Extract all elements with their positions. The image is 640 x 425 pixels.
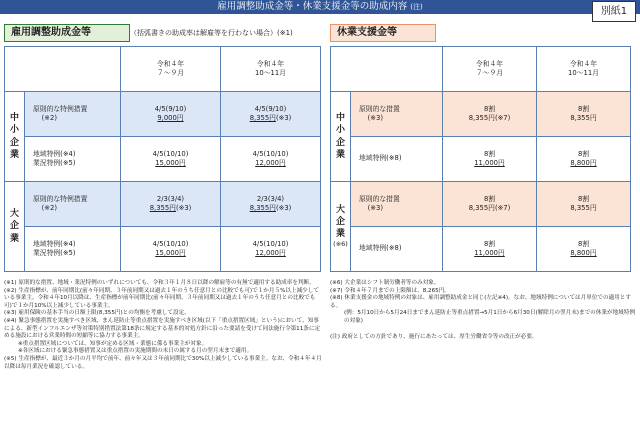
footnote: (※7) 令和４年７月までの上限額は、8,265円。 bbox=[330, 287, 450, 294]
table-cell: 4/5(10/10) 12,000円 bbox=[221, 227, 321, 272]
table-cell: 2/3(3/4) 8,355円(※3) bbox=[121, 182, 221, 227]
left-section-note: （括弧書きの助成率は解雇等を行わない場合）(※1) bbox=[130, 29, 293, 37]
left-section-title: 雇用調整助成金等 bbox=[4, 24, 130, 42]
header-empty-cell bbox=[5, 47, 121, 92]
left-footnotes bbox=[4, 280, 322, 371]
footnote: (※2) 生産指標が、前年同期比(前々年同期、３年前同期又は過去１年のうち任意月との比較でも可)で１か月５%以上減少している事業主。令和４年10月以降は、生産指標が前年同期比(前々年同期、３年前同期又は過去１年のうち任意月との比較でも可)で１か月10%以上減少している事業主。 bbox=[4, 287, 319, 309]
table-row bbox=[331, 227, 631, 272]
table-row bbox=[5, 92, 321, 137]
left-subsidy-table bbox=[4, 46, 321, 272]
table-cell: 8割 8,355円 bbox=[537, 92, 631, 137]
row-label: 地域特例(※8) bbox=[351, 227, 443, 272]
table-row bbox=[5, 227, 321, 272]
table-header-row bbox=[5, 47, 321, 92]
footnote: (例：5月10日から5月24日までまん延防止等重点措置→5月1日から6月30日(解除月の翌月末)までの休業が地域特例の対象) bbox=[344, 310, 635, 324]
footnote: (※3) 雇用保険の基本手当の日額上限(8,355円)との均衡を考慮して設定。 bbox=[4, 310, 190, 317]
col-header-2: 令和４年 10～11月 bbox=[537, 47, 631, 92]
row-label: 原則的な特例措置 (※2) bbox=[25, 92, 121, 137]
right-support-table bbox=[330, 46, 631, 272]
footnote: (※8) 休業支援金の地域特例の対象は、雇用調整助成金と同じ(左記※4)。なお、地域特例については月単位での適用とする。 bbox=[330, 295, 631, 309]
row-label: 地域特例(※4) 業況特例(※5) bbox=[25, 227, 121, 272]
col-header-1: 令和４年 ７～９月 bbox=[121, 47, 221, 92]
footnote: (※5) 生産指標が、最近３か月の月平均で前年、前々年又は３年前同期比で30%以上減少している事業主。なお、令和４年４月以降は毎月業況を確認している。 bbox=[4, 355, 322, 370]
table-row bbox=[331, 92, 631, 137]
table-row bbox=[5, 182, 321, 227]
table-cell: 2/3(3/4) 8,355円(※3) bbox=[221, 182, 321, 227]
table-cell: 8割 11,000円 bbox=[443, 137, 537, 182]
footnote: (注) 政府としての方針であり、施行にあたっては、厚生労働省令等の改正が必要。 bbox=[330, 333, 538, 340]
table-header-row bbox=[331, 47, 631, 92]
annex-label: 別紙1 bbox=[592, 1, 636, 22]
footnote: ※各区域における緊急事態措置又は重点措置の実施期間の末日の属する月の翌月末まで適用。 bbox=[18, 348, 253, 355]
table-cell: 8割 8,800円 bbox=[537, 137, 631, 182]
group-label-large: 大 企 業 bbox=[5, 182, 25, 272]
right-section-title: 休業支援金等 bbox=[330, 24, 436, 42]
footnote: (※4) 緊急事態措置を実施すべき区域、まん延防止等重点措置を実施すべき区域(以下「重点措置区域」という)において、知事による、新型インフルエンザ等対策特別措置法第18条に規定する基本的対処方針に沿った要請を受けて同法施行令第11条に定める施設における営業時間の短縮等に協力する事業主。 bbox=[4, 317, 321, 340]
row-label: 原則的な特例措置 (※2) bbox=[25, 182, 121, 227]
group-label-sme: 中 小 企 業 bbox=[5, 92, 25, 182]
table-cell: 4/5(10/10) 15,000円 bbox=[121, 227, 221, 272]
footnote: ※重点措置区域については、知事が定める区域・業態に係る事業主が対象。 bbox=[18, 340, 208, 347]
table-row bbox=[5, 137, 321, 182]
right-footnotes bbox=[330, 280, 636, 341]
header-empty-cell bbox=[331, 47, 443, 92]
table-cell: 4/5(10/10) 12,000円 bbox=[221, 137, 321, 182]
col-header-1: 令和４年 ７～９月 bbox=[443, 47, 537, 92]
table-cell: 8割 11,000円 bbox=[443, 227, 537, 272]
footnote: (※1) 原則的な措置、地域・業況特例のいずれについても、令和３年１月８日以降の解雇等の有無で適用する助成率を判断。 bbox=[4, 280, 315, 286]
group-label-sme: 中 小 企 業 bbox=[331, 92, 351, 182]
table-cell: 4/5(10/10) 15,000円 bbox=[121, 137, 221, 182]
table-row bbox=[331, 182, 631, 227]
footnote: (※6) 大企業はシフト制労働者等のみ対象。 bbox=[330, 280, 440, 286]
table-cell: 4/5(9/10) 8,355円(※3) bbox=[221, 92, 321, 137]
col-header-2: 令和４年 10～11月 bbox=[221, 47, 321, 92]
row-label: 地域特例(※8) bbox=[351, 137, 443, 182]
table-cell: 8割 8,355円(※7) bbox=[443, 182, 537, 227]
table-cell: 8割 8,355円(※7) bbox=[443, 92, 537, 137]
row-label: 原則的な措置 (※3) bbox=[351, 182, 443, 227]
table-cell: 4/5(9/10) 9,000円 bbox=[121, 92, 221, 137]
page-title-banner bbox=[0, 0, 640, 14]
row-label: 地域特例(※4) 業況特例(※5) bbox=[25, 137, 121, 182]
row-label: 原則的な措置 (※3) bbox=[351, 92, 443, 137]
table-row bbox=[331, 137, 631, 182]
group-label-large: 大 企 業 (※6) bbox=[331, 182, 351, 272]
page-title-note: (注) bbox=[410, 3, 423, 11]
table-cell: 8割 8,355円 bbox=[537, 182, 631, 227]
page-title: 雇用調整助成金等・休業支援金等の助成内容 bbox=[217, 1, 408, 12]
table-cell: 8割 8,800円 bbox=[537, 227, 631, 272]
